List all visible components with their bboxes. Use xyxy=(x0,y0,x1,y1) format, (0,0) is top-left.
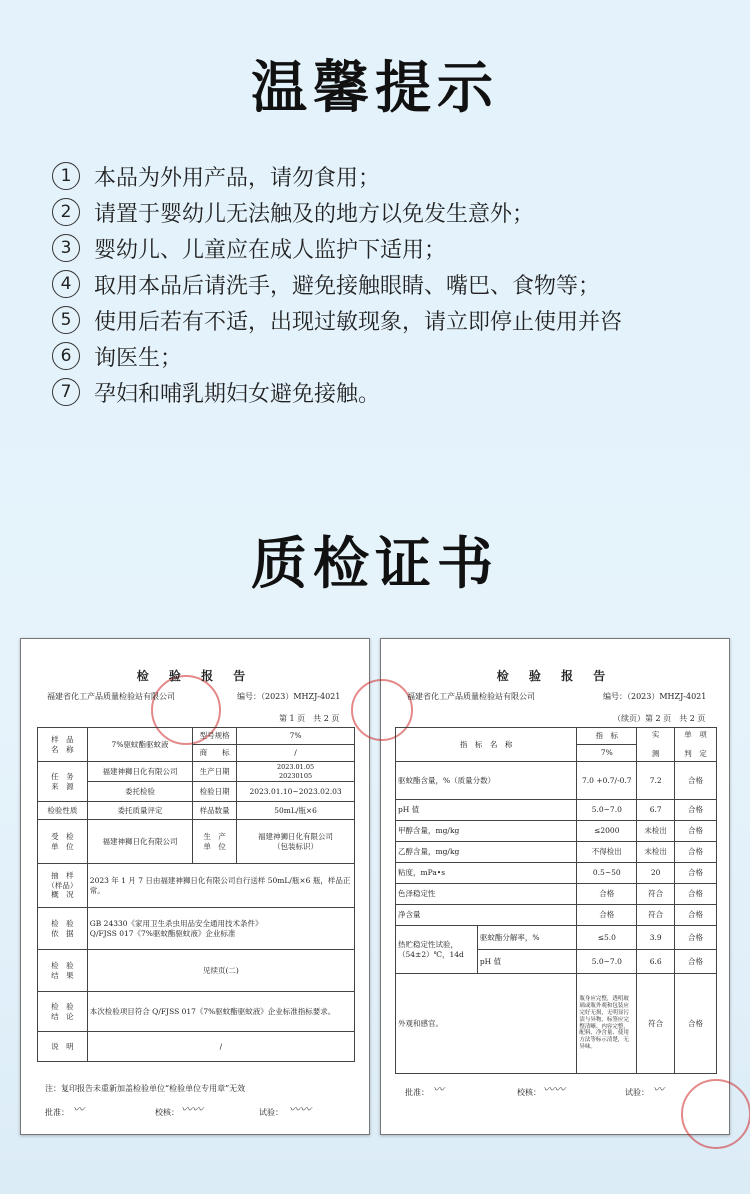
review-label: 校核： xyxy=(155,1108,179,1117)
review-label: 校核： xyxy=(517,1088,541,1097)
report-code: 编号：（2023）MHZJ-4021 xyxy=(237,692,341,701)
cell-label: 受 检 单 位 xyxy=(38,820,88,864)
result-verdict: 合格 xyxy=(675,884,717,905)
cell-label: 说 明 xyxy=(38,1032,88,1062)
circled-number: 5 xyxy=(52,306,80,334)
result-item: 乙醇含量，mg/kg xyxy=(396,842,577,863)
report-results-table xyxy=(395,727,717,1074)
cell-value: 2023 年 1 月 7 日由福建神狮日化有限公司自行送样 50mL/瓶×6 瓶，样品正常。 xyxy=(87,864,354,908)
cell-value: 见续页(二) xyxy=(87,950,354,992)
cell-value: 福建神狮日化有限公司 xyxy=(87,762,192,782)
tip-item xyxy=(52,194,712,230)
tip-text: 取用本品后请洗手，避免接触眼睛、嘴巴、食物等； xyxy=(94,273,601,299)
result-spec: ≤2000 xyxy=(577,821,637,842)
header-spec-sub: 7% xyxy=(577,745,637,762)
cell-label: 样 品 名 称 xyxy=(38,728,88,762)
tip-text: 孕妇和哺乳期妇女避免接触。 xyxy=(94,381,381,407)
tip-text: 使用后若有不适，出现过敏现象，请立即停止使用并咨 xyxy=(94,309,623,335)
result-measured: 6.7 xyxy=(637,800,675,821)
cell-label: 生产日期 xyxy=(193,762,237,782)
cell-value: 委托检验 xyxy=(87,782,192,802)
cell-label: 检验日期 xyxy=(193,782,237,802)
tip-item xyxy=(52,266,712,302)
result-verdict: 合格 xyxy=(675,800,717,821)
result-measured: 未检出 xyxy=(637,842,675,863)
result-item: 甲醇含量，mg/kg xyxy=(396,821,577,842)
result-item: 粘度，mPa•s xyxy=(396,863,577,884)
tip-item xyxy=(52,338,712,374)
result-spec: 0.5~50 xyxy=(577,863,637,884)
certificate-title: 质检证书 xyxy=(251,532,499,597)
tips-title: 温馨提示 xyxy=(251,56,499,121)
inspection-report-page-2 xyxy=(380,638,730,1135)
cell-value: 福建神狮日化有限公司 xyxy=(87,820,192,864)
handwritten-signature: 〰〰 xyxy=(181,1103,203,1116)
inspection-report-page-1 xyxy=(20,638,370,1135)
storage-test-label: 热贮稳定性试验， （54±2）℃，14d xyxy=(396,926,478,974)
result-spec: 合格 xyxy=(577,905,637,926)
result-spec: 不得检出 xyxy=(577,842,637,863)
cell-value: 委托质量评定 xyxy=(87,802,192,820)
cell-value: 7%驱蚊酯驱蚊液 xyxy=(87,728,192,762)
cell-value: 本次检验项目符合 Q/FJSS 017《7%驱蚊酯驱蚊液》企业标准指标要求。 xyxy=(87,992,354,1032)
report-heading: 检 验 报 告 xyxy=(136,669,254,683)
handwritten-signature: 〰 xyxy=(653,1083,664,1096)
result-measured: 符合 xyxy=(637,974,675,1074)
tip-text: 本品为外用产品，请勿食用； xyxy=(94,165,381,191)
result-spec: 5.0~7.0 xyxy=(577,800,637,821)
result-verdict: 合格 xyxy=(675,974,717,1074)
result-spec: 瓶身应完整，透明玻璃或瓶外观和包装应完好无损，无明显污渍与异物，标签应完整清晰、内容完整，配料、净含量、使用方法等标示清楚，无异味。 xyxy=(577,974,637,1074)
tip-item xyxy=(52,302,712,338)
cell-label: 商 标 xyxy=(193,745,237,762)
result-item: pH 值 xyxy=(477,950,577,974)
cell-value: 7% xyxy=(237,728,355,745)
circled-number: 2 xyxy=(52,198,80,226)
cell-value: 2023.01.05 20230105 xyxy=(237,762,355,782)
cell-value: / xyxy=(87,1032,354,1062)
handwritten-signature: 〰 xyxy=(433,1083,444,1096)
report-org: 福建省化工产品质量检验站有限公司 xyxy=(47,692,175,701)
result-item: 净含量 xyxy=(396,905,577,926)
tip-item xyxy=(52,230,712,266)
cell-label: 抽 样 （样品） 概 况 xyxy=(38,864,88,908)
result-verdict: 合格 xyxy=(675,950,717,974)
result-measured: 3.9 xyxy=(637,926,675,950)
result-verdict: 合格 xyxy=(675,762,717,800)
cell-value: 2023.01.10~2023.02.03 xyxy=(237,782,355,802)
result-item: 外观和感官。 xyxy=(396,974,577,1074)
red-seal-stamp xyxy=(681,1079,750,1149)
circled-number: 4 xyxy=(52,270,80,298)
result-verdict: 合格 xyxy=(675,863,717,884)
result-item: 驱蚊酯含量，%（质量分数） xyxy=(396,762,577,800)
result-spec: ≤5.0 xyxy=(577,926,637,950)
result-measured: 7.2 xyxy=(637,762,675,800)
tips-list xyxy=(52,158,712,410)
tip-text: 询医生； xyxy=(94,345,183,371)
tip-item xyxy=(52,158,712,194)
cell-value: GB 24330《家用卫生杀虫用品安全通用技术条件》 Q/FJSS 017《7%驱蚊酯驱蚊液》企业标准 xyxy=(87,908,354,950)
report-page-number: 第 1 页 共 2 页 xyxy=(279,714,340,723)
circled-number: 7 xyxy=(52,378,80,406)
report-page-number: （续页）第 2 页 共 2 页 xyxy=(613,714,706,723)
circled-number: 3 xyxy=(52,234,80,262)
report-footer-note: 注：复印报告未重新加盖检验单位“检验单位专用章”无效 xyxy=(45,1084,246,1093)
circled-number: 6 xyxy=(52,342,80,370)
result-measured: 20 xyxy=(637,863,675,884)
cell-label: 检 验 结 论 xyxy=(38,992,88,1032)
header-verdict: 单 项 判 定 xyxy=(675,728,717,762)
report-summary-table xyxy=(37,727,355,1062)
cell-label: 检验性质 xyxy=(38,802,88,820)
result-item: 色泽稳定性 xyxy=(396,884,577,905)
result-spec: 7.0 +0.7/-0.7 xyxy=(577,762,637,800)
result-measured: 6.6 xyxy=(637,950,675,974)
circled-number: 1 xyxy=(52,162,80,190)
cell-label: 生 产 单 位 xyxy=(193,820,237,864)
report-heading: 检 验 报 告 xyxy=(496,669,614,683)
cell-label: 检 验 结 果 xyxy=(38,950,88,992)
result-verdict: 合格 xyxy=(675,905,717,926)
header-spec: 指 标 xyxy=(577,728,637,745)
approve-label: 批准： xyxy=(45,1108,69,1117)
cell-value: 50mL/瓶×6 xyxy=(237,802,355,820)
tip-item xyxy=(52,374,712,410)
result-measured: 未检出 xyxy=(637,821,675,842)
handwritten-signature: 〰 xyxy=(73,1103,84,1116)
cell-value: 福建神狮日化有限公司 （包装标识） xyxy=(237,820,355,864)
cell-label: 样品数量 xyxy=(193,802,237,820)
result-spec: 合格 xyxy=(577,884,637,905)
header-item: 指 标 名 称 xyxy=(396,728,577,762)
result-measured: 符合 xyxy=(637,884,675,905)
test-label: 试验： xyxy=(625,1088,649,1097)
header-measured: 实 测 xyxy=(637,728,675,762)
result-item: pH 值 xyxy=(396,800,577,821)
approve-label: 批准： xyxy=(405,1088,429,1097)
handwritten-signature: 〰〰 xyxy=(289,1103,311,1116)
cell-value: / xyxy=(237,745,355,762)
result-verdict: 合格 xyxy=(675,926,717,950)
cell-label: 型号规格 xyxy=(193,728,237,745)
tip-text: 请置于婴幼儿无法触及的地方以免发生意外； xyxy=(94,201,535,227)
result-spec: 5.0~7.0 xyxy=(577,950,637,974)
handwritten-signature: 〰〰 xyxy=(543,1083,565,1096)
report-code: 编号：（2023）MHZJ-4021 xyxy=(603,692,707,701)
tip-text: 婴幼儿、儿童应在成人监护下适用； xyxy=(94,237,447,263)
result-verdict: 合格 xyxy=(675,842,717,863)
cell-label: 检 验 依 据 xyxy=(38,908,88,950)
cell-label: 任 务 来 源 xyxy=(38,762,88,802)
result-item: 驱蚊酯分解率，% xyxy=(477,926,577,950)
test-label: 试验： xyxy=(259,1108,283,1117)
result-measured: 符合 xyxy=(637,905,675,926)
result-verdict: 合格 xyxy=(675,821,717,842)
report-org: 福建省化工产品质量检验站有限公司 xyxy=(407,692,535,701)
